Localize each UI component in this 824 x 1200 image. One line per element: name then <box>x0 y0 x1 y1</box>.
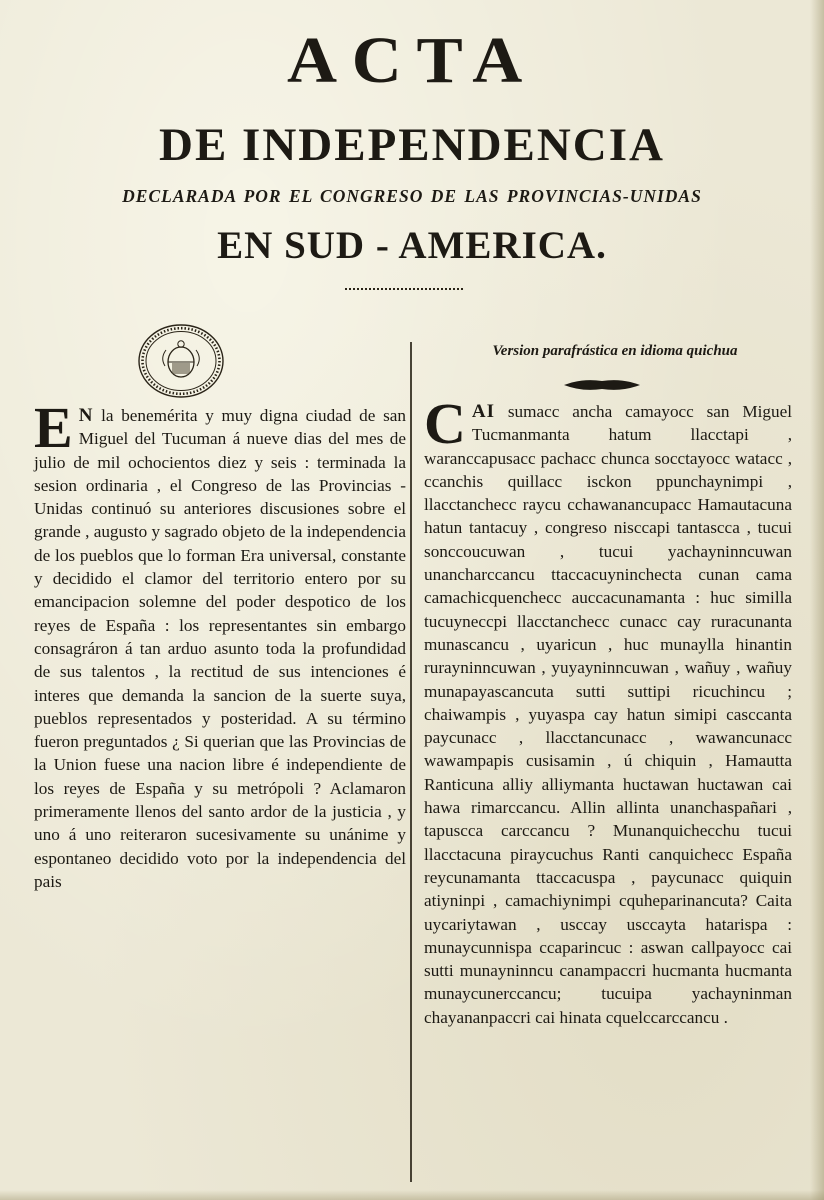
page-bottom-shadow <box>0 1190 824 1200</box>
quechua-dropcap: C <box>424 391 466 456</box>
quechua-body: sumacc ancha camayocc san Miguel Tucmanmanta hatum llacctapi , waranccapusacc pachacc chunca socctayocc watacc , ccanchis quillacc isckon ppunchaynimpi , llacctanchecc raycu cchawanancupacc Hamautacuna hatun tantacuy , congreso nisccapi tantascca , tucui sonccoucuwan , tucui yachayninncuwan unancharccancu ttaccacuyninchecta cunan cama camachicquenchecc auccacunamanta : huc similla tucuyneccpi llacctanchecc cunacc cay ruracunanta munascancu , uyaricun , huc munaylla hinantin rurayninncuwan , yuyayninncuwan , wañuy , wañuy munapayascancuta sutti suttipi ricuchincu ; chaiwampis , yuyaspa cay hatun simipi casccanta paycunacc , llacctancunacc , wawancunacc wawampapis cusisamin , ú chiquin , Hamautta Ranticuna alliy alliymanta huctawan huctawan cai hawa rimarccancu. Allin allinta unanchaspañari , tapuscca carccancu ? Munanquichecchu tucui llacctacuna piraycuchus Ranti canquichecc España reycunamanta ttaccacuspa , paycunacc quiquin atiyninpi , camachiynimpi cquheparinancuta? Caita uycariytawan , usccay usccayta hatarispa : munaycunnispa ccaparincuc : aswan callpayocc cai sutti munayninncu canampaccri hucmanta hucmanta munaycunerccancu; tucuipa yachayninman chayananpaccri cai hinata cquelccarccancu . <box>424 402 792 1027</box>
spanish-lead-letter: N <box>78 405 94 426</box>
spanish-text-column <box>34 395 406 893</box>
page-edge-shadow <box>810 0 824 1200</box>
spanish-body: la benemérita y muy digna ciudad de san Miguel del Tucuman á nueve dias del mes de julio de mil ochocientos diez y seis : terminada la sesion ordinaria , el Congreso de las Provincias - Unidas continuó su anteriores discusiones sobre el grande , augusto y sagrado objeto de la independencia de los pueblos que lo forman Era universal, constante y decidido el clamor del territorio entero por su emancipacion solemne del poder despotico de los reyes de España : los representantes sin embargo consagráron á tan arduo asunto toda la profundidad de sus talentos , la rectitud de sus intenciones é interes que demanda la sancion de la suerte suya, pueblos representados y posteridad. A su término fueron preguntados ¿ Si querian que las Provincias de la Union fuese una nacion libre é independiente de los reyes de España y su metrópoli ? Aclamaron primeramente llenos del santo ardor de la justicia , y uno á uno reiteraron sucesivamente su unánime y espontaneo decidido voto por la independencia del pais <box>34 406 406 891</box>
title-acta: ACTA <box>286 24 538 97</box>
title-independencia: DE INDEPENDENCIA <box>159 119 665 171</box>
title-sud-america: EN SUD - AMERICA. <box>217 224 607 267</box>
spanish-dropcap: E <box>34 395 73 460</box>
quechua-lead-letters: AI <box>471 401 496 422</box>
seal-icon <box>136 322 226 400</box>
subtitle-declarada: DECLARADA POR EL CONGRESO DE LAS PROVINCIAS-UNIDAS <box>122 186 702 206</box>
column-divider <box>410 342 412 1182</box>
quechua-version-heading: Version parafrástica en idioma quichua <box>492 343 738 359</box>
quechua-text-column <box>424 391 792 1029</box>
ornament-icon <box>562 378 642 392</box>
dotted-divider <box>345 288 463 290</box>
